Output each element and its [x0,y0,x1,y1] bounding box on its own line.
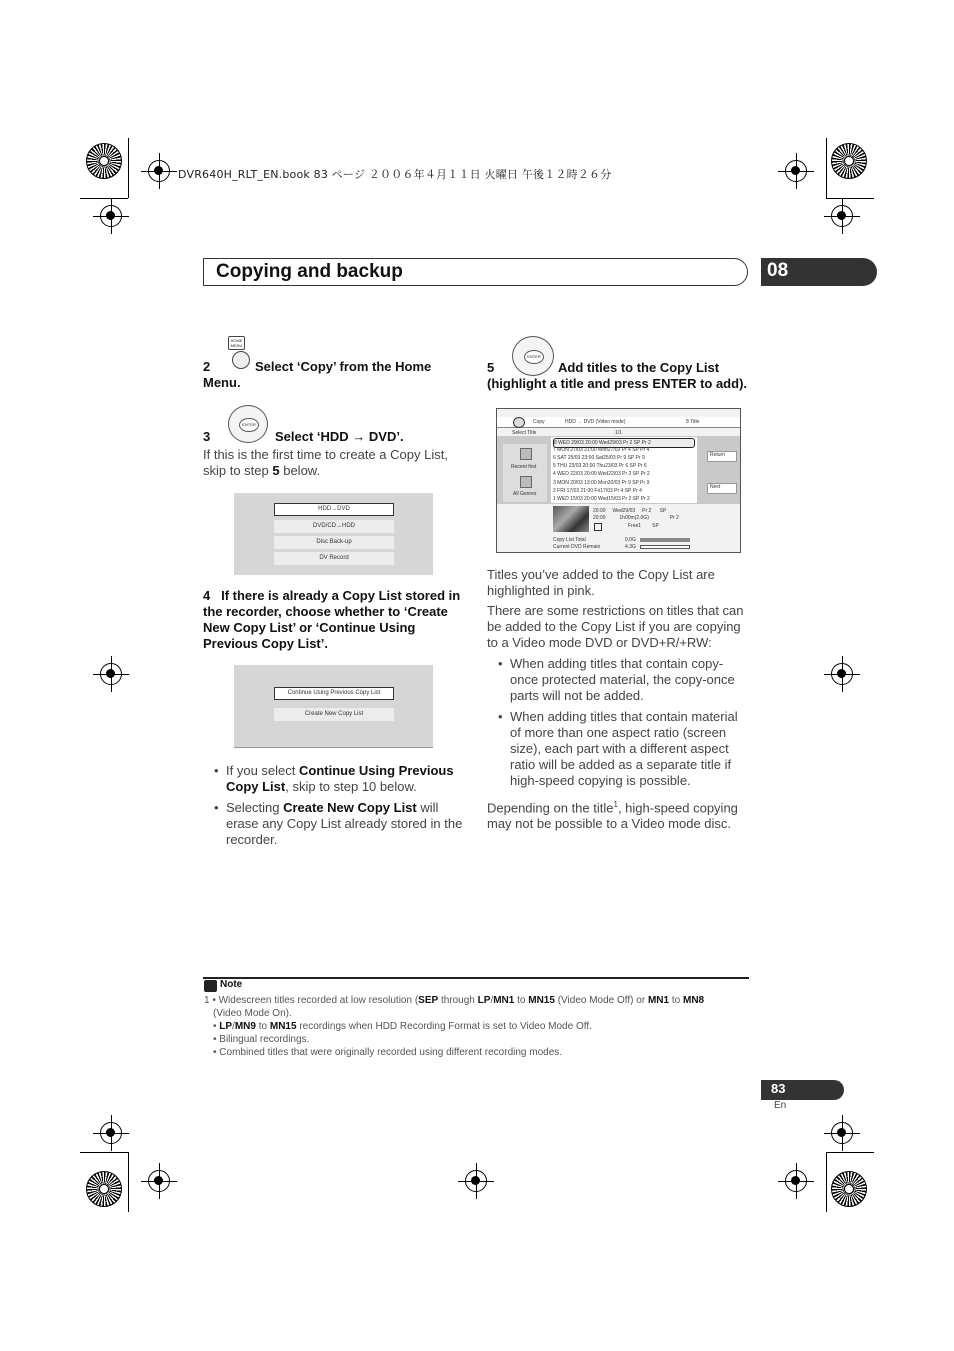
note-l1-pre: 1 • Widescreen titles recorded at low resolution ( [204,995,419,1006]
note-l1-b5: MN1 [647,995,670,1006]
registration-mark [148,1170,170,1192]
current-remain-label: Current DVD Remain [553,544,601,550]
section-title-bar [203,258,748,286]
registration-mark [831,205,853,227]
menu-item-disc-backup[interactable]: Disc Back-up [274,536,394,549]
note-l1-b6: MN8 [682,995,705,1006]
note-l1-t5: to [669,995,683,1006]
bullet-continue-pre: If you select [226,763,299,778]
chapter-number: 08 [761,258,877,286]
detail-line-3: Free1 SP [628,523,659,529]
recent-first-button[interactable] [503,444,547,474]
note-line-4: • Combined titles that were originally recorded using different recording modes. [213,1047,563,1058]
note-line-3: • Bilingual recordings. [213,1034,310,1045]
screen-page: 1/1 [615,430,622,436]
home-menu-label: HOME MENU [230,338,243,348]
step-3-number: 3 [203,429,211,444]
bullet-create-post: will erase any Copy List already stored in the recorder. [226,800,463,847]
disc-icon [513,417,525,428]
title-row[interactable]: 7 MON 27/03 21:00 Mon27/03 Pr 4 SP Pr 4 [553,447,650,453]
registration-mark [148,160,170,182]
home-menu-icon [228,336,245,350]
enter-dpad-icon [228,405,268,443]
registration-star-bottom-right [831,1171,867,1207]
page-language: En [774,1100,787,1111]
crop-mark [826,1152,827,1212]
recent-first-icon [520,448,532,460]
bullet-create-pre: Selecting [226,800,284,815]
print-header: DVR640H_RLT_EN.book 83 ページ ２００６年４月１１日 火曜日 午後１２時２６分 [178,168,612,181]
bullet-continue-bold: Continue Using Previous Copy List [226,763,454,794]
registration-mark [465,1170,487,1192]
menu-item-dvd-hdd[interactable]: DVD/CD→HDD [274,520,394,533]
screen-select-title: Select Title [512,430,537,436]
step-4-text [203,588,465,652]
menu-item-dv-record[interactable]: DV Record [274,552,394,565]
copy-list-total-bar [640,538,690,542]
title-row[interactable]: 6 SAT 25/03 23:00 Sat25/03 Pr 9 SP Pr 9 [553,455,645,461]
all-genres-button[interactable] [503,474,547,502]
title-row[interactable]: 8 WED 29/03 20:00 Wed29/03 Pr 2 SP Pr 2 [553,438,695,448]
registration-mark [100,1122,122,1144]
current-remain-bar [640,545,690,549]
note-l2-t3: recordings when HDD Recording Format is set to Video Mode Off. [296,1021,592,1032]
page-number: 83 [761,1080,844,1100]
note-l2-b2: MN9 [234,1021,256,1032]
title-row[interactable]: 3 MON 20/03 13:00 Mon20/03 Pr 9 SP Pr 9 [553,480,650,486]
title-row[interactable]: 2 FRI 17/03 21:00 Fri17/03 Pr 4 SP Pr 4 [553,488,642,494]
registration-star-top-right [831,143,867,179]
note-l2-b1: LP [219,1021,233,1032]
copy-list-choice-screen [234,665,433,748]
step-3-body [203,447,465,479]
note-label: Note [220,979,243,990]
note-l1-b1: SEP [418,995,439,1006]
right-last-pre: Depending on the title [487,800,614,816]
crop-mark [826,1152,874,1153]
bullet-create-bold: Create New Copy List [283,800,417,815]
note-l1-t3: to [514,995,529,1006]
step-2-text [203,359,463,391]
note-divider [203,977,749,979]
registration-mark [831,663,853,685]
note-line-1 [204,994,704,1007]
step-5-label: Add titles to the Copy List (highlight a title and press ENTER to add). [487,360,748,391]
copy-menu-screen [234,493,433,575]
title-row[interactable]: 5 THU 23/03 20:00 Thu23/03 Pr 6 SP Pr 6 [553,463,647,469]
registration-mark [785,160,807,182]
note-l3: Bilingual recordings. [219,1034,310,1045]
right-paragraph-3 [487,797,749,832]
note-l1-t1: through [438,995,478,1006]
menu-item-hdd-dvd[interactable]: HDD→DVD [274,503,394,516]
copy-list-screen [496,408,741,553]
note-l4: Combined titles that were originally recorded using different recording modes. [219,1047,563,1058]
copy-list-total-label: Copy List Total [553,537,586,543]
enter-label: ENTER [239,418,259,432]
note-l1-b4: MN15 [528,995,555,1006]
bullet-continue-post: , skip to step 10 below. [285,779,417,794]
registration-mark [785,1170,807,1192]
step-3-body-bold: 5 [272,463,280,478]
step-2-label: Select ‘Copy’ from the Home Menu. [203,359,432,390]
bullet-continue [226,763,466,795]
detail-line-2: 20:00 1h00m(2.0G) Pr 2 [593,515,679,521]
note-icon [204,980,217,992]
copy-list-total-value: 0.0G [625,537,636,543]
section-title: Copying and backup [216,261,403,282]
next-button[interactable]: Next [707,483,737,494]
bullet-create-new [226,800,466,848]
step-3-body-post: below. [279,463,321,478]
note-l1-b2: LP [477,995,491,1006]
note-line-1-cont: (Video Mode On). [213,1008,292,1019]
step-4-label: If there is already a Copy List stored in the recorder, choose whether to ‘Create New Copy List’ or ‘Continue Using Previous Copy List’. [203,588,461,651]
crop-mark [80,198,128,199]
registration-mark [100,205,122,227]
right-paragraph-1: Titles you’ve added to the Copy List are highlighted in pink. [487,567,715,598]
menu-item-continue-previous[interactable]: Continue Using Previous Copy List [274,687,394,700]
note-l1-b3: MN1 [493,995,515,1006]
recent-first-label: Recent first [511,464,537,470]
crop-mark [128,1152,129,1212]
all-genres-icon [520,476,532,488]
registration-mark [100,663,122,685]
step-2-number: 2 [203,359,211,374]
detail-line-1: 20:00 Wed29/03 Pr 2 SP [593,508,667,514]
note-l2-t1: / [232,1021,235,1032]
step-3-body-pre: If this is the first time to create a Copy List, skip to step [203,447,448,478]
right-bullet-1: • When adding titles that contain copy-once protected material, the copy-once parts will not be added. [510,656,748,704]
step-4-number: 4 [203,588,211,603]
screen-mode: Copy [533,419,545,425]
right-last-post: , high-speed copying may not be possible to a Video mode disc. [487,800,738,832]
crop-mark [826,198,874,199]
registration-mark [831,1122,853,1144]
thumbnail-image [553,506,589,532]
footnote-ref: 1 [613,800,618,809]
crop-mark [128,138,129,198]
crop-mark [80,1152,128,1153]
right-paragraph-2: There are some restrictions on titles that can be added to the Copy List if you are copying to a Video mode DVD or DVD+R/+RW: [487,603,744,650]
return-button[interactable]: Return [707,451,737,462]
step-3-text: Select ‘HDD → DVD’. [275,429,404,444]
step-5-number: 5 [487,360,495,375]
note-l2-b3: MN15 [269,1021,297,1032]
crop-mark [826,138,827,198]
right-bullet-2: • When adding titles that contain material of more than one aspect ratio (screen size), each part with a different aspect ratio will be added as a separate title if high-speed copying is possible. [510,709,748,789]
registration-star-bottom-left [86,1171,122,1207]
screen-title-count: 8 Title [686,419,700,425]
screen-route: HDD → DVD (Video mode) [565,419,626,425]
current-remain-value: 4.3G [625,544,636,550]
lock-icon [594,523,602,531]
menu-item-create-new[interactable]: Create New Copy List [274,708,394,721]
step-5-text [487,360,752,392]
note-l1-t2: / [490,995,494,1006]
registration-star-top-left [86,143,122,179]
title-row[interactable]: 4 WED 22/03 20:00 Wed22/03 Pr 2 SP Pr 2 [553,471,650,477]
title-row[interactable]: 1 WED 15/03 20:00 Wed15/03 Pr 2 SP Pr 2 [553,496,650,502]
note-line-2: • LP/MN9 to MN15 recordings when HDD Recording Format is set to Video Mode Off. [213,1021,592,1032]
note-l1-t4: (Video Mode Off) or [554,995,648,1006]
enter-label: ENTER [524,350,544,364]
note-l2-t2: to [255,1021,270,1032]
all-genres-label: All Genres [513,491,537,497]
